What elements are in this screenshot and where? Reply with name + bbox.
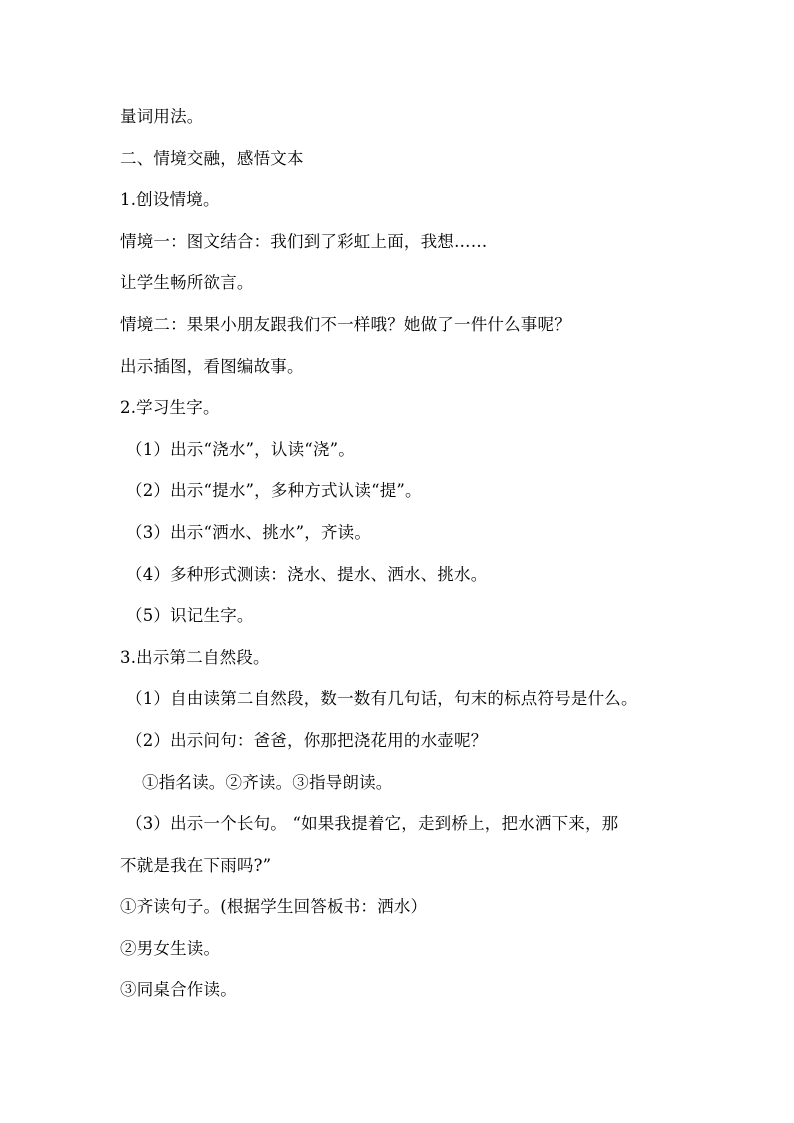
section-heading-2: 二、情境交融，感悟文本	[120, 148, 304, 168]
step-heading-3: 3.出示第二自然段。	[120, 647, 270, 667]
list-item-2: （2）出示“提水”，多种方式认读“提”。	[126, 481, 422, 501]
list-item-paragraph-1: （1）自由读第二自然段，数一数有几句话，句末的标点符号是什么。	[126, 689, 638, 709]
list-item-5: （5）识记生字。	[126, 606, 254, 626]
text-line-free-talk: 让学生畅所欲言。	[120, 273, 254, 293]
text-line-reading-steps: ①指名读。②齐读。③指导朗读。	[142, 772, 393, 792]
step-heading-2: 2.学习生字。	[120, 398, 220, 418]
text-line-continuation: 不就是我在下雨吗?”	[120, 855, 272, 875]
list-item-1: （1）出示“浇水”，认读“浇”。	[126, 439, 355, 459]
text-line-scenario-1: 情境一：图文结合：我们到了彩虹上面，我想……	[120, 231, 488, 251]
list-item-3: （3）出示“洒水、挑水”，齐读。	[126, 522, 372, 542]
text-line-read-sentence: ①齐读句子。(根据学生回答板书：洒水）	[120, 897, 428, 917]
text-line-measure-word-usage: 量词用法。	[120, 107, 204, 126]
step-heading-1: 1.创设情境。	[120, 190, 220, 210]
document-body	[120, 102, 720, 1017]
list-item-paragraph-2: （2）出示问句：爸爸，你那把浇花用的水壶呢？	[126, 730, 488, 750]
text-line-boys-girls-read: ②男女生读。	[120, 938, 221, 958]
text-line-deskmate-read: ③同桌合作读。	[120, 980, 237, 1000]
list-item-4: （4）多种形式测读：浇水、提水、洒水、挑水。	[126, 564, 488, 584]
text-line-show-picture: 出示插图，看图编故事。	[120, 356, 304, 376]
text-line-scenario-2: 情境二：果果小朋友跟我们不一样哦？她做了一件什么事呢？	[120, 314, 571, 334]
list-item-paragraph-3: （3）出示一个长句。 “如果我提着它，走到桥上，把水洒下来，那	[126, 814, 619, 834]
